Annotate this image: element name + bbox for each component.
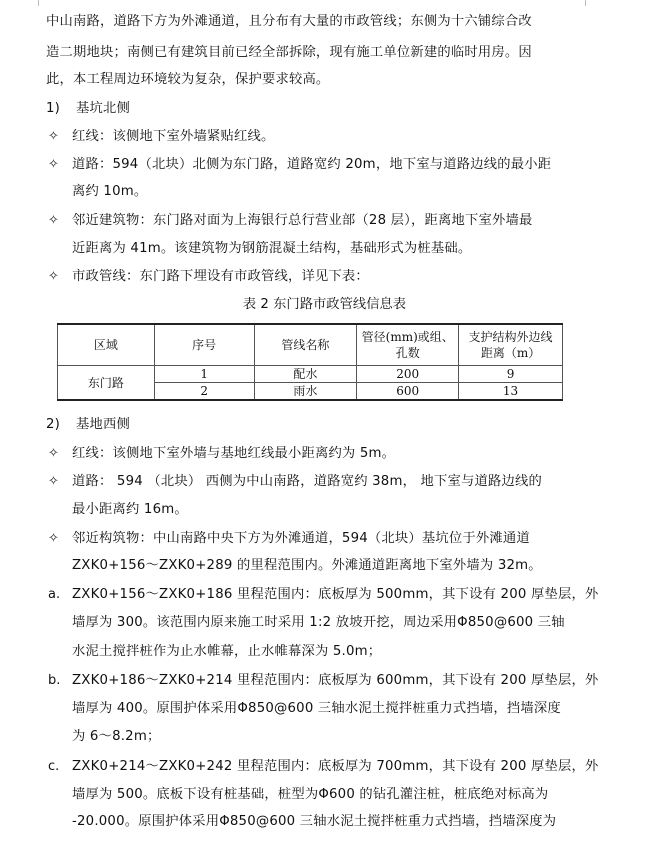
diamond-bullet-icon: ✧ xyxy=(48,446,59,461)
table-caption: 表 2 东门路市政管线信息表 xyxy=(242,297,407,312)
diamond-bullet-icon: ✧ xyxy=(48,213,59,228)
item-c-line2: 墙厚为 500。底板下设有桩基础，桩型为Φ600 的钻孔灌注桩，桩底绝对标高为 xyxy=(72,787,549,802)
s2-bullet2-line2: 最小距离约 16m。 xyxy=(72,502,188,517)
diamond-bullet-icon: ✧ xyxy=(48,269,59,284)
s2-bullet3-line2: ZXK0+156～ZXK0+289 的里程范围内。外滩通道距离地下室外墙为 32m。 xyxy=(72,558,542,573)
section1-title: 基坑北侧 xyxy=(76,101,130,116)
item-b-line2: 墙厚为 400。原围护体采用Φ850@600 三轴水泥土搅拌桩重力式挡墙，挡墙深度 xyxy=(72,701,561,716)
cell-number: 2 xyxy=(154,383,254,401)
header-distance-line1: 支护结构外边线 xyxy=(468,330,553,344)
header-diameter-line2: 孔数 xyxy=(395,346,420,360)
cell-number: 1 xyxy=(154,366,254,383)
header-pipe-name: 管线名称 xyxy=(254,324,357,366)
item-a-line1: ZXK0+156～ZXK0+186 里程范围内：底板厚为 500mm，其下设有 200 厚垫层，外 xyxy=(72,587,599,602)
intro-line-1: 中山南路，道路下方为外滩通道，且分布有大量的市政管线；东侧为十六铺综合改 xyxy=(46,14,532,29)
s1-bullet2-line2: 离约 10m。 xyxy=(72,184,148,199)
diamond-bullet-icon: ✧ xyxy=(48,474,59,489)
s1-bullet1-line1: 红线：该侧地下室外墙紧贴红线。 xyxy=(72,129,275,144)
header-distance-line2: 距离（m） xyxy=(480,346,541,360)
item-a-line3: 水泥土搅拌桩作为止水帷幕，止水帷幕深为 5.0m； xyxy=(72,644,382,659)
cell-diameter: 200 xyxy=(357,366,459,383)
cell-pipe-name: 雨水 xyxy=(254,383,357,401)
item-c-line1: ZXK0+214～ZXK0+242 里程范围内：底板厚为 700mm，其下设有 200 厚垫层，外 xyxy=(72,759,599,774)
header-number: 序号 xyxy=(154,324,254,366)
header-diameter-line1: 管径(mm)或组、 xyxy=(361,330,454,344)
intro-line-2: 造二期地块；南侧已有建筑目前已经全部拆除，现有施工单位新建的临时用房。因 xyxy=(46,45,532,60)
item-a-line2: 墙厚为 300。该范围内原来施工时采用 1:2 放坡开挖，周边采用Φ850@600 三轴 xyxy=(72,615,565,630)
diamond-bullet-icon: ✧ xyxy=(48,129,59,144)
cell-diameter: 600 xyxy=(357,383,459,401)
s1-bullet3-line1: 邻近建筑物：东门路对面为上海银行总行营业部（28 层），距离地下室外墙最 xyxy=(72,213,533,228)
item-c-mark: c. xyxy=(48,759,60,774)
header-diameter xyxy=(357,324,459,366)
s2-bullet3-line1: 邻近构筑物：中山南路中央下方为外滩通道，594（北块）基坑位于外滩通道 xyxy=(72,531,530,546)
diamond-bullet-icon: ✧ xyxy=(48,531,59,546)
s2-bullet1-line1: 红线：该侧地下室外墙与基地红线最小距离约为 5m。 xyxy=(72,446,396,461)
item-b-line1: ZXK0+186～ZXK0+214 里程范围内：底板厚为 600mm，其下设有 200 厚垫层，外 xyxy=(72,673,599,688)
section2-title: 基地西侧 xyxy=(76,417,130,432)
cell-distance: 13 xyxy=(459,383,563,401)
s1-bullet3-line2: 近距离为 41m。该建筑物为钢筋混凝土结构，基础形式为桩基础。 xyxy=(72,241,472,256)
item-b-line3: 为 6～8.2m； xyxy=(72,729,161,744)
diamond-bullet-icon: ✧ xyxy=(48,157,59,172)
table-header-row xyxy=(58,324,563,366)
section2-number: 2) xyxy=(46,417,61,432)
section1-number: 1) xyxy=(46,101,61,116)
item-a-mark: a. xyxy=(48,587,61,602)
pipeline-info-table xyxy=(57,323,563,401)
s1-bullet4-line1: 市政管线：东门路下埋设有市政管线，详见下表： xyxy=(72,269,369,284)
s2-bullet2-line1: 道路： 594 （北块） 西侧为中山南路，道路宽约 38m， 地下室与道路边线的 xyxy=(72,474,542,489)
cell-region: 东门路 xyxy=(58,366,155,401)
cell-distance: 9 xyxy=(459,366,563,383)
s1-bullet2-line1: 道路：594（北块）北侧为东门路，道路宽约 20m，地下室与道路边线的最小距 xyxy=(72,157,552,172)
header-region: 区域 xyxy=(58,324,155,366)
crop-mark-right xyxy=(585,0,600,6)
item-b-mark: b. xyxy=(48,673,61,688)
crop-mark-left xyxy=(24,0,39,6)
intro-line-3: 此，本工程周边环境较为复杂，保护要求较高。 xyxy=(46,72,330,87)
item-c-line3: -20.000。原围护体采用Φ850@600 三轴水泥土搅拌桩重力式挡墙，挡墙深度为 xyxy=(72,814,557,829)
cell-pipe-name: 配水 xyxy=(254,366,357,383)
table-row xyxy=(58,366,563,383)
header-distance xyxy=(459,324,563,366)
